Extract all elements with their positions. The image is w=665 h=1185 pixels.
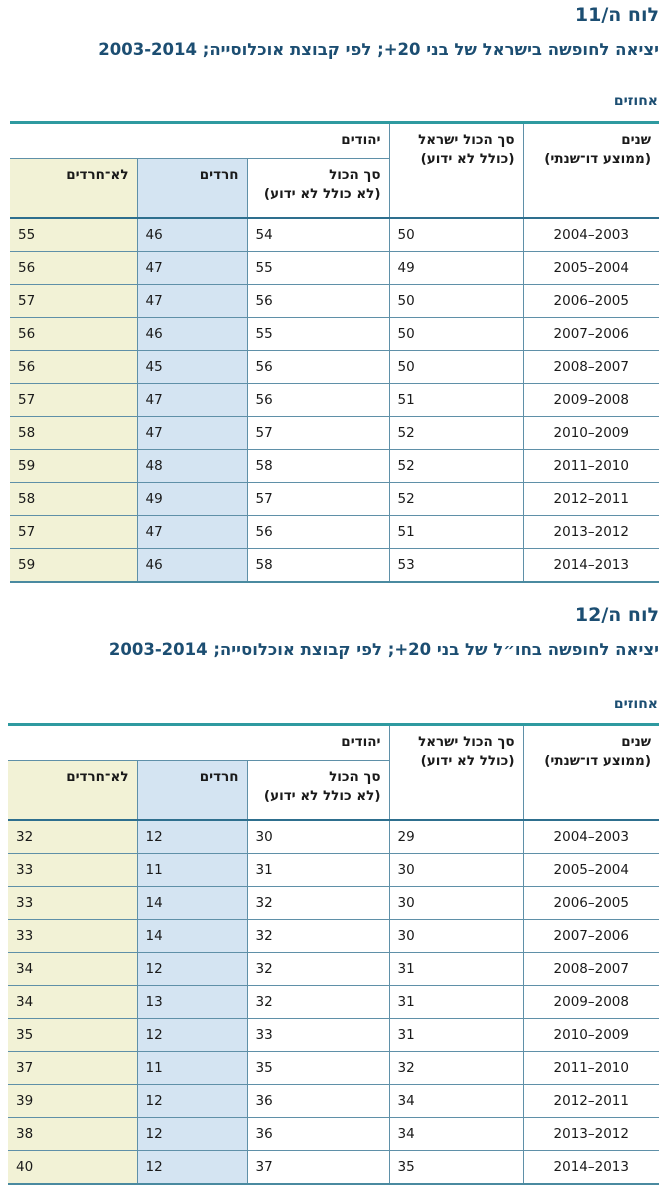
cell-years: 2010–2011 <box>523 1052 659 1085</box>
cell-haredi: 47 <box>137 417 247 450</box>
header-years-note: (ממוצע דו־שנתי) <box>544 753 651 769</box>
table-row <box>10 483 659 516</box>
header-years-label: שנים <box>621 132 651 148</box>
table-row <box>8 1019 659 1052</box>
header-jews-total-label: סך הכול <box>329 167 381 183</box>
table-row <box>10 516 659 549</box>
cell-total: 34 <box>389 1085 523 1118</box>
cell-non-haredi: 33 <box>8 920 137 953</box>
table-row <box>8 854 659 887</box>
table-row <box>10 285 659 318</box>
table-title: יציאה לחופשה בחו״ל של בני 20+; לפי קבוצת אוכלוסייה; 2003-2014 <box>108 640 659 659</box>
table-row <box>8 820 659 854</box>
table-row <box>10 218 659 252</box>
data-table <box>10 121 659 583</box>
cell-total: 31 <box>389 953 523 986</box>
cell-non-haredi: 32 <box>8 820 137 854</box>
cell-jews-total: 56 <box>247 285 389 318</box>
cell-jews-total: 57 <box>247 483 389 516</box>
header-years <box>523 725 659 821</box>
cell-haredi: 12 <box>137 1118 247 1151</box>
cell-haredi: 14 <box>137 887 247 920</box>
cell-haredi: 46 <box>137 549 247 583</box>
header-haredi: חרדים <box>137 159 247 219</box>
cell-years: 2012–2013 <box>523 1118 659 1151</box>
cell-years: 2010–2011 <box>523 450 659 483</box>
cell-non-haredi: 59 <box>10 450 137 483</box>
cell-non-haredi: 57 <box>10 516 137 549</box>
header-haredi: חרדים <box>137 761 247 821</box>
table-row <box>10 252 659 285</box>
header-total-note: (כולל לא ידוע) <box>420 151 515 167</box>
cell-haredi: 12 <box>137 1085 247 1118</box>
table-row <box>10 450 659 483</box>
cell-years: 2006–2007 <box>523 920 659 953</box>
cell-years: 2006–2007 <box>523 318 659 351</box>
cell-haredi: 48 <box>137 450 247 483</box>
cell-total: 30 <box>389 854 523 887</box>
table-row <box>10 318 659 351</box>
cell-haredi: 14 <box>137 920 247 953</box>
table-row <box>8 1085 659 1118</box>
cell-years: 2003–2004 <box>523 218 659 252</box>
cell-years: 2005–2006 <box>523 887 659 920</box>
cell-non-haredi: 56 <box>10 318 137 351</box>
cell-total: 49 <box>389 252 523 285</box>
table-unit: אחוזים <box>613 696 658 712</box>
cell-haredi: 45 <box>137 351 247 384</box>
header-jews: יהודים <box>341 132 381 148</box>
cell-years: 2013–2014 <box>523 1151 659 1185</box>
cell-years: 2007–2008 <box>523 351 659 384</box>
cell-total: 51 <box>389 384 523 417</box>
cell-jews-total: 58 <box>247 549 389 583</box>
cell-non-haredi: 58 <box>10 417 137 450</box>
table-row <box>8 1151 659 1185</box>
cell-years: 2009–2010 <box>523 1019 659 1052</box>
cell-total: 30 <box>389 887 523 920</box>
header-total-label: סך הכול ישראל <box>418 132 515 148</box>
table-title: יציאה לחופשה בישראל של בני 20+; לפי קבוצת אוכלוסייה; 2003-2014 <box>98 40 659 59</box>
cell-total: 34 <box>389 1118 523 1151</box>
header-total-note: (כולל לא ידוע) <box>420 753 515 769</box>
cell-non-haredi: 59 <box>10 549 137 583</box>
cell-haredi: 46 <box>137 318 247 351</box>
table-number: לוח ה/12 <box>574 604 659 626</box>
cell-haredi: 11 <box>137 854 247 887</box>
cell-jews-total: 58 <box>247 450 389 483</box>
cell-jews-total: 56 <box>247 384 389 417</box>
cell-total: 31 <box>389 1019 523 1052</box>
cell-jews-total: 55 <box>247 318 389 351</box>
table-row <box>8 1118 659 1151</box>
cell-total: 50 <box>389 285 523 318</box>
header-years <box>523 123 659 219</box>
cell-jews-total: 32 <box>247 920 389 953</box>
header-non-haredi: לא־חרדים <box>10 159 137 219</box>
cell-haredi: 47 <box>137 516 247 549</box>
cell-non-haredi: 57 <box>10 285 137 318</box>
cell-non-haredi: 34 <box>8 986 137 1019</box>
cell-jews-total: 32 <box>247 887 389 920</box>
cell-total: 32 <box>389 1052 523 1085</box>
table-row <box>8 986 659 1019</box>
cell-non-haredi: 55 <box>10 218 137 252</box>
cell-years: 2007–2008 <box>523 953 659 986</box>
cell-jews-total: 33 <box>247 1019 389 1052</box>
cell-years: 2009–2010 <box>523 417 659 450</box>
cell-jews-total: 30 <box>247 820 389 854</box>
header-jews-total <box>247 761 389 821</box>
header-jews-total <box>247 159 389 219</box>
table-row <box>8 920 659 953</box>
cell-total: 31 <box>389 986 523 1019</box>
cell-total: 30 <box>389 920 523 953</box>
header-jews-total-note: (לא כולל לא ידוע) <box>263 186 381 202</box>
cell-jews-total: 32 <box>247 953 389 986</box>
table-row <box>8 887 659 920</box>
cell-total: 50 <box>389 351 523 384</box>
cell-years: 2011–2012 <box>523 1085 659 1118</box>
cell-jews-total: 54 <box>247 218 389 252</box>
cell-haredi: 46 <box>137 218 247 252</box>
header-jews-total-note: (לא כולל לא ידוע) <box>263 788 381 804</box>
cell-non-haredi: 33 <box>8 854 137 887</box>
cell-jews-total: 56 <box>247 351 389 384</box>
header-jews-total-label: סך הכול <box>329 769 381 785</box>
cell-non-haredi: 39 <box>8 1085 137 1118</box>
cell-jews-total: 56 <box>247 516 389 549</box>
cell-non-haredi: 34 <box>8 953 137 986</box>
cell-non-haredi: 57 <box>10 384 137 417</box>
cell-haredi: 11 <box>137 1052 247 1085</box>
cell-haredi: 47 <box>137 285 247 318</box>
cell-non-haredi: 38 <box>8 1118 137 1151</box>
cell-years: 2004–2005 <box>523 854 659 887</box>
cell-jews-total: 36 <box>247 1085 389 1118</box>
cell-haredi: 47 <box>137 384 247 417</box>
cell-total: 50 <box>389 218 523 252</box>
cell-non-haredi: 40 <box>8 1151 137 1185</box>
cell-years: 2004–2005 <box>523 252 659 285</box>
cell-haredi: 49 <box>137 483 247 516</box>
header-total <box>389 725 523 821</box>
cell-haredi: 12 <box>137 820 247 854</box>
cell-jews-total: 31 <box>247 854 389 887</box>
cell-haredi: 47 <box>137 252 247 285</box>
cell-jews-total: 35 <box>247 1052 389 1085</box>
cell-total: 52 <box>389 483 523 516</box>
cell-years: 2005–2006 <box>523 285 659 318</box>
cell-haredi: 12 <box>137 953 247 986</box>
cell-jews-total: 36 <box>247 1118 389 1151</box>
table-unit: אחוזים <box>613 93 658 109</box>
table-row <box>10 351 659 384</box>
cell-non-haredi: 56 <box>10 252 137 285</box>
header-years-note: (ממוצע דו־שנתי) <box>544 151 651 167</box>
header-jews: יהודים <box>341 734 381 750</box>
cell-years: 2003–2004 <box>523 820 659 854</box>
cell-total: 51 <box>389 516 523 549</box>
table-row <box>8 1052 659 1085</box>
data-table <box>8 723 659 1185</box>
cell-non-haredi: 37 <box>8 1052 137 1085</box>
cell-haredi: 12 <box>137 1019 247 1052</box>
cell-years: 2008–2009 <box>523 986 659 1019</box>
cell-total: 35 <box>389 1151 523 1185</box>
cell-haredi: 12 <box>137 1151 247 1185</box>
cell-total: 52 <box>389 417 523 450</box>
cell-non-haredi: 56 <box>10 351 137 384</box>
header-total-label: סך הכול ישראל <box>418 734 515 750</box>
cell-years: 2013–2014 <box>523 549 659 583</box>
cell-non-haredi: 58 <box>10 483 137 516</box>
cell-years: 2008–2009 <box>523 384 659 417</box>
table-row <box>8 953 659 986</box>
cell-haredi: 13 <box>137 986 247 1019</box>
header-years-label: שנים <box>621 734 651 750</box>
cell-total: 29 <box>389 820 523 854</box>
cell-years: 2012–2013 <box>523 516 659 549</box>
cell-jews-total: 32 <box>247 986 389 1019</box>
table-row <box>10 384 659 417</box>
table-row <box>10 549 659 583</box>
header-non-haredi: לא־חרדים <box>8 761 137 821</box>
cell-years: 2011–2012 <box>523 483 659 516</box>
header-total <box>389 123 523 219</box>
cell-total: 52 <box>389 450 523 483</box>
table-number: לוח ה/11 <box>574 4 659 26</box>
cell-jews-total: 55 <box>247 252 389 285</box>
cell-total: 53 <box>389 549 523 583</box>
table-row <box>10 417 659 450</box>
cell-non-haredi: 35 <box>8 1019 137 1052</box>
cell-jews-total: 57 <box>247 417 389 450</box>
cell-total: 50 <box>389 318 523 351</box>
cell-non-haredi: 33 <box>8 887 137 920</box>
cell-jews-total: 37 <box>247 1151 389 1185</box>
